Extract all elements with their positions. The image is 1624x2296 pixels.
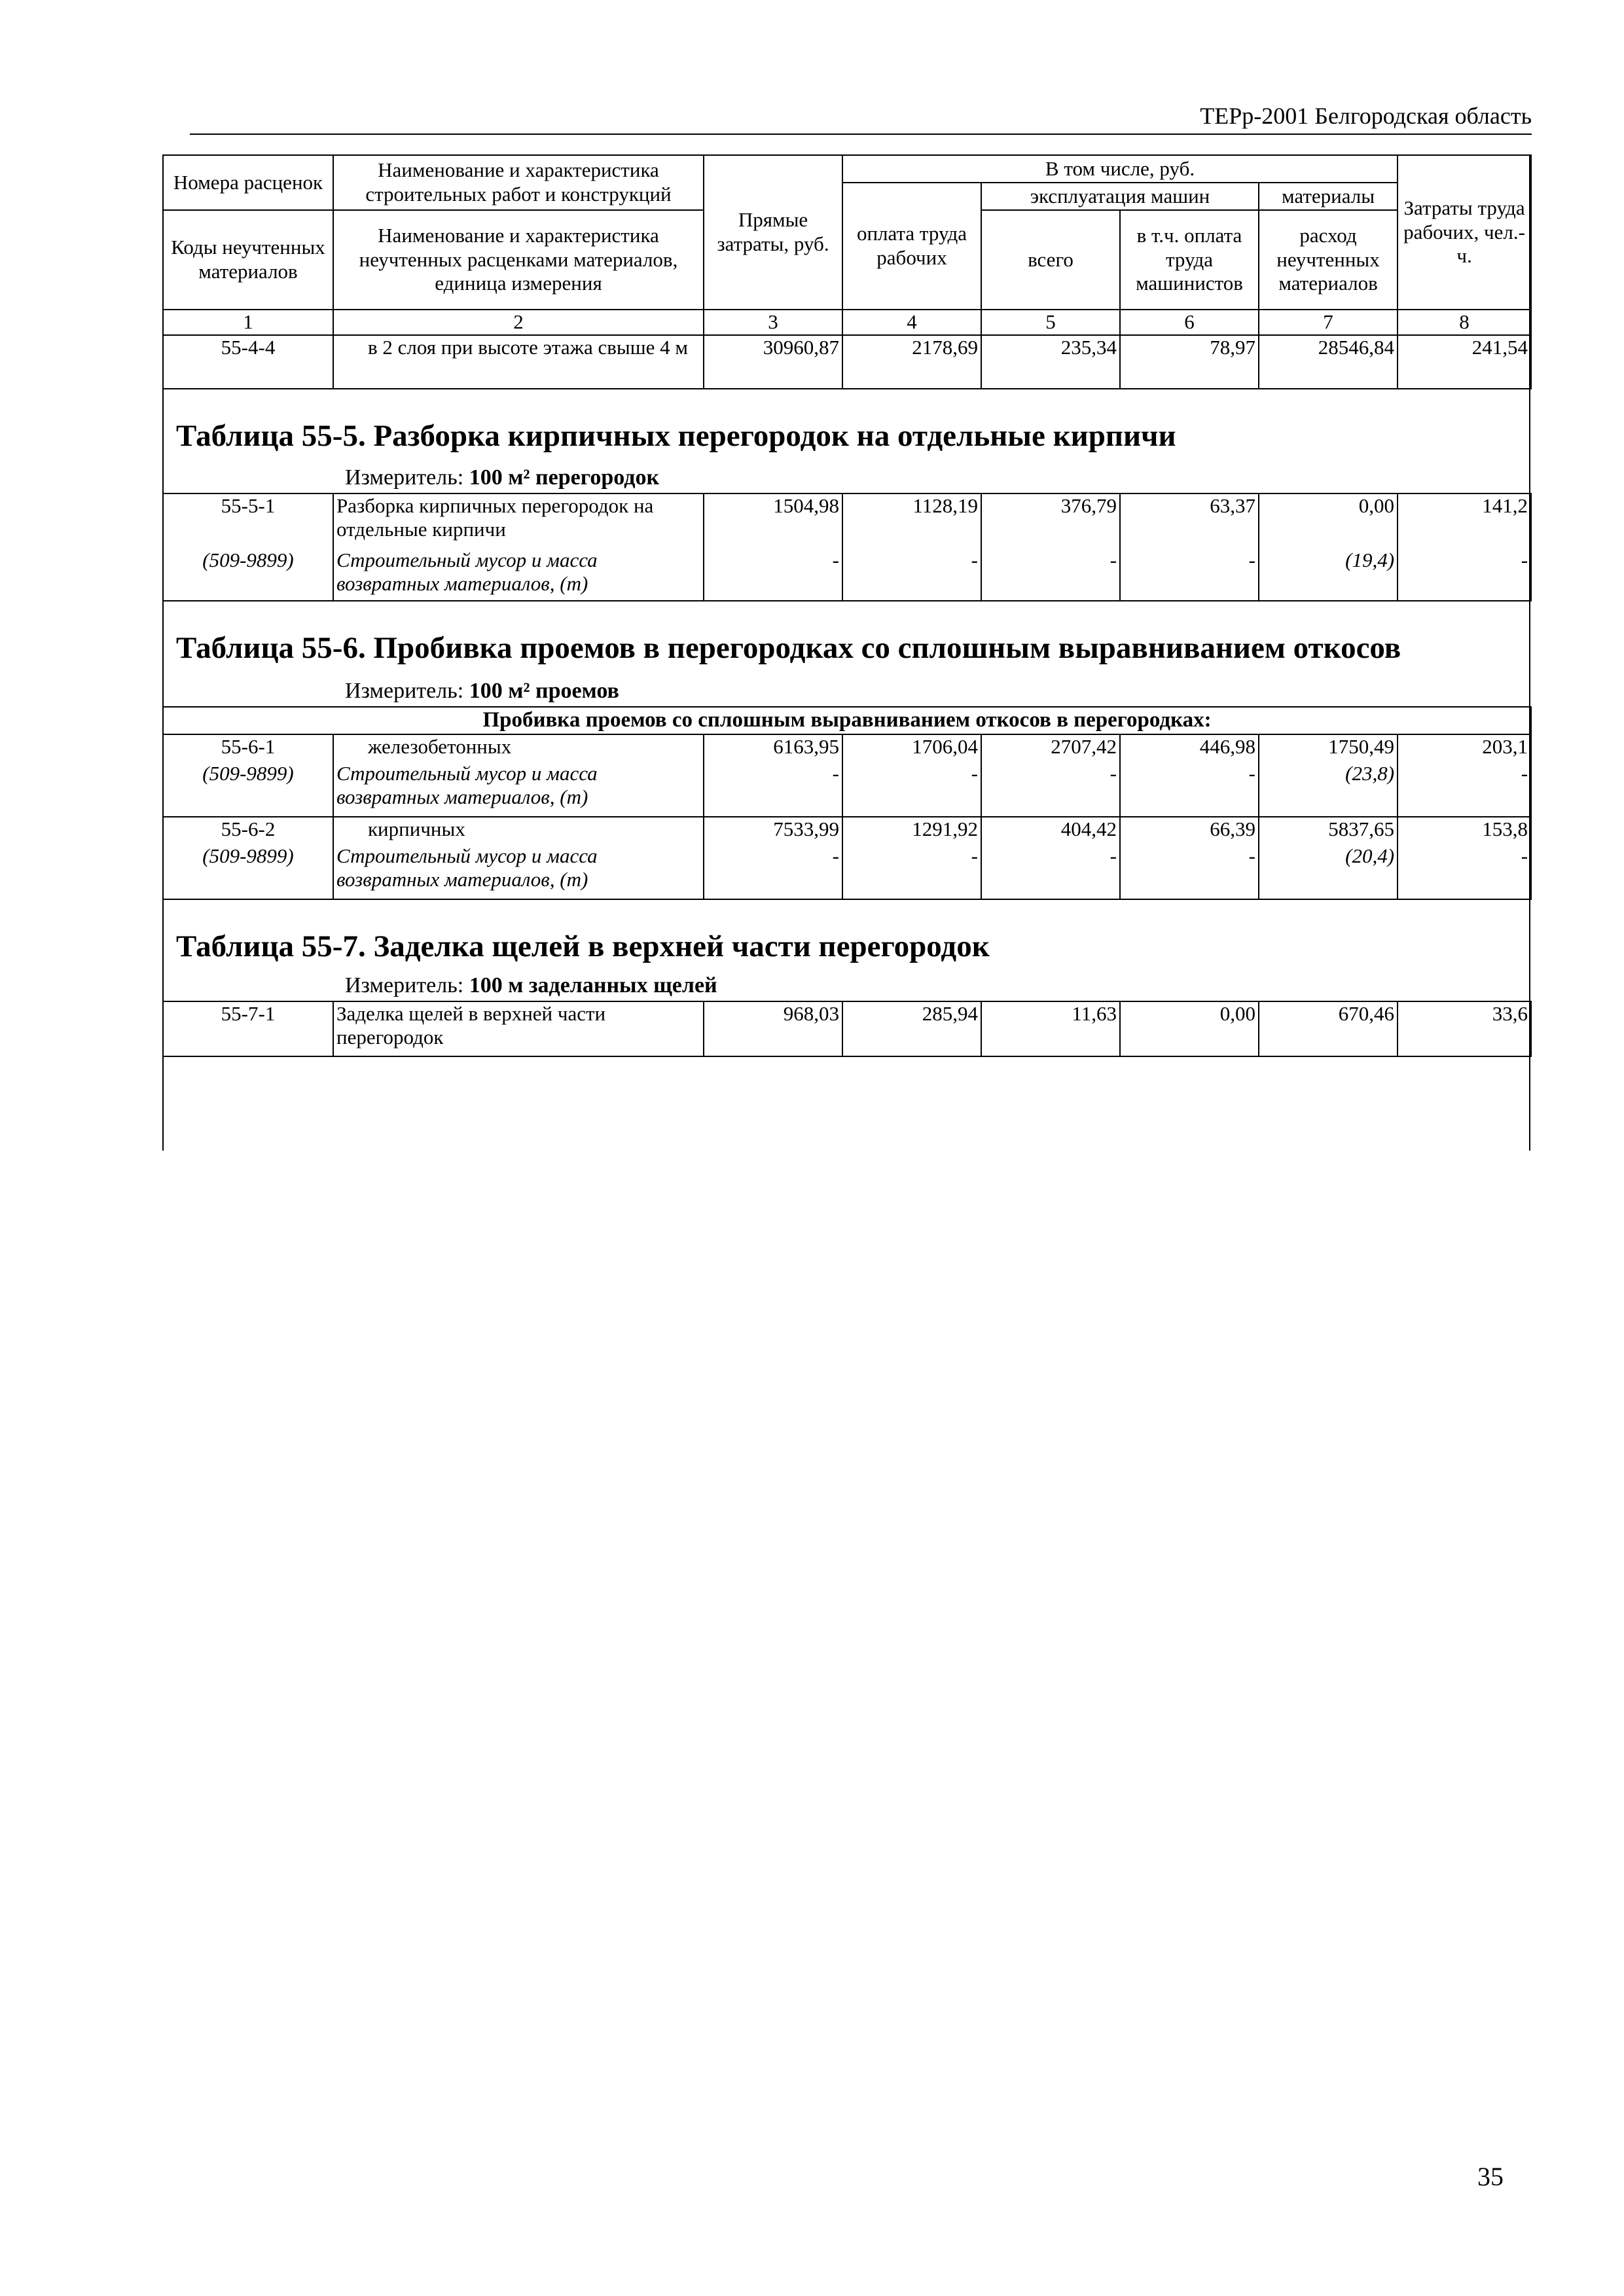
material-value: - [842,844,981,899]
rate-name: Заделка щелей в верхней части перегородок [333,1001,704,1056]
rate-name: кирпичных [333,817,704,844]
measure-55-5 [163,465,1531,493]
machinist-pay: 0,00 [1120,1001,1259,1056]
labor-pay: 1706,04 [842,734,981,762]
measure-label: Измеритель: [345,465,464,490]
rate-code: 55-6-1 [163,734,333,762]
header-group: В том числе, руб. [842,155,1398,183]
section-title-55-6: Таблица 55-6. Пробивка проемов в перегородках со сплошным выравниванием откосов [176,630,1401,665]
rate-code: 55-6-2 [163,817,333,844]
section-title-55-5: Таблица 55-5. Разборка кирпичных перегородок на отдельные кирпичи [176,418,1176,453]
header-col6: в т.ч. оплата труда машинистов [1120,210,1259,310]
table-row [163,335,1531,389]
header-col5: всего [981,210,1120,310]
rate-code: 55-7-1 [163,1001,333,1056]
materials-cost: 1750,49 [1259,734,1398,762]
materials-cost: 670,46 [1259,1001,1398,1056]
direct-cost: 968,03 [704,1001,842,1056]
running-title: ТЕРр-2001 Белгородская область [1200,103,1532,129]
rate-code: 55-4-4 [163,335,333,389]
measure-value: 100 м² проемов [469,678,619,703]
labor-pay: 285,94 [842,1001,981,1056]
column-numbers-row [163,310,1531,335]
materials-cost: 0,00 [1259,493,1398,548]
machinist-pay: 66,39 [1120,817,1259,844]
material-value: - [704,762,842,817]
material-value: (20,4) [1259,844,1398,899]
machines-total: 376,79 [981,493,1120,548]
labor-pay: 2178,69 [842,335,981,389]
machines-total: 404,42 [981,817,1120,844]
material-value: - [842,548,981,601]
material-value: - [1120,762,1259,817]
table-row [163,734,1531,762]
direct-cost: 30960,87 [704,335,842,389]
material-code: (509-9899) [163,762,333,817]
material-name: Строительный мусор и масса возвратных материалов, (т) [333,548,704,601]
machinist-pay: 78,97 [1120,335,1259,389]
header-materials: материалы [1259,183,1398,210]
header-col8: Затраты труда рабочих, чел.-ч. [1398,155,1531,310]
material-value: (19,4) [1259,548,1398,601]
measure-55-6 [163,678,1531,707]
material-value: - [981,548,1120,601]
direct-cost: 1504,98 [704,493,842,548]
material-value: - [1120,548,1259,601]
machines-total: 11,63 [981,1001,1120,1056]
rate-code: 55-5-1 [163,493,333,548]
machines-total: 235,34 [981,335,1120,389]
material-code: (509-9899) [163,548,333,601]
materials-cost: 28546,84 [1259,335,1398,389]
header-col1-top: Номера расценок [163,155,333,210]
header-col3: Прямые затраты, руб. [704,155,842,310]
material-row [163,844,1531,899]
material-row [163,548,1531,601]
machinist-pay: 446,98 [1120,734,1259,762]
column-number: 6 [1120,310,1259,335]
material-name: Строительный мусор и масса возвратных материалов, (т) [333,762,704,817]
material-value: (23,8) [1259,762,1398,817]
direct-cost: 7533,99 [704,817,842,844]
labor-hours: 241,54 [1398,335,1531,389]
labor-hours: 203,1 [1398,734,1531,762]
page-header [190,97,1532,135]
header-col1-bottom: Коды неучтенных материалов [163,210,333,310]
material-value: - [1398,548,1531,601]
labor-hours: 141,2 [1398,493,1531,548]
materials-cost: 5837,65 [1259,817,1398,844]
header-machines: эксплуатация машин [981,183,1259,210]
column-number: 7 [1259,310,1398,335]
section-title-55-7: Таблица 55-7. Заделка щелей в верхней части перегородок [176,929,990,963]
column-number: 8 [1398,310,1531,335]
direct-cost: 6163,95 [704,734,842,762]
rate-name: в 2 слоя при высоте этажа свыше 4 м [333,335,704,389]
column-number: 3 [704,310,842,335]
price-table [162,154,1532,1057]
material-value: - [1120,844,1259,899]
measure-55-7 [163,973,1531,1001]
material-value: - [704,548,842,601]
labor-hours: 33,6 [1398,1001,1531,1056]
material-value: - [981,844,1120,899]
table-row [163,1001,1531,1056]
labor-pay: 1128,19 [842,493,981,548]
column-number: 1 [163,310,333,335]
header-col4: оплата труда рабочих [842,183,981,310]
header-col2-top: Наименование и характеристика строительных работ и конструкций [333,155,704,210]
material-code: (509-9899) [163,844,333,899]
material-value: - [1398,762,1531,817]
column-number: 2 [333,310,704,335]
material-value: - [842,762,981,817]
material-value: - [981,762,1120,817]
column-number: 4 [842,310,981,335]
material-name: Строительный мусор и масса возвратных материалов, (т) [333,844,704,899]
machinist-pay: 63,37 [1120,493,1259,548]
measure-label: Измеритель: [345,678,464,703]
subheading-55-6: Пробивка проемов со сплошным выравниванием откосов в перегородках: [163,707,1531,734]
column-number: 5 [981,310,1120,335]
material-value: - [1398,844,1531,899]
table-row [163,493,1531,548]
labor-hours: 153,8 [1398,817,1531,844]
labor-pay: 1291,92 [842,817,981,844]
material-row [163,762,1531,817]
measure-label: Измеритель: [345,973,464,997]
rate-name: железобетонных [333,734,704,762]
table-row [163,817,1531,844]
page-number: 35 [1477,2162,1504,2191]
rate-name: Разборка кирпичных перегородок на отдельные кирпичи [333,493,704,548]
machines-total: 2707,42 [981,734,1120,762]
header-col7: расход неучтенных материалов [1259,210,1398,310]
material-value: - [704,844,842,899]
measure-value: 100 м заделанных щелей [469,973,717,997]
measure-value: 100 м² перегородок [469,465,660,490]
header-col2-bottom: Наименование и характеристика неучтенных расценками материалов, единица измерения [333,210,704,310]
